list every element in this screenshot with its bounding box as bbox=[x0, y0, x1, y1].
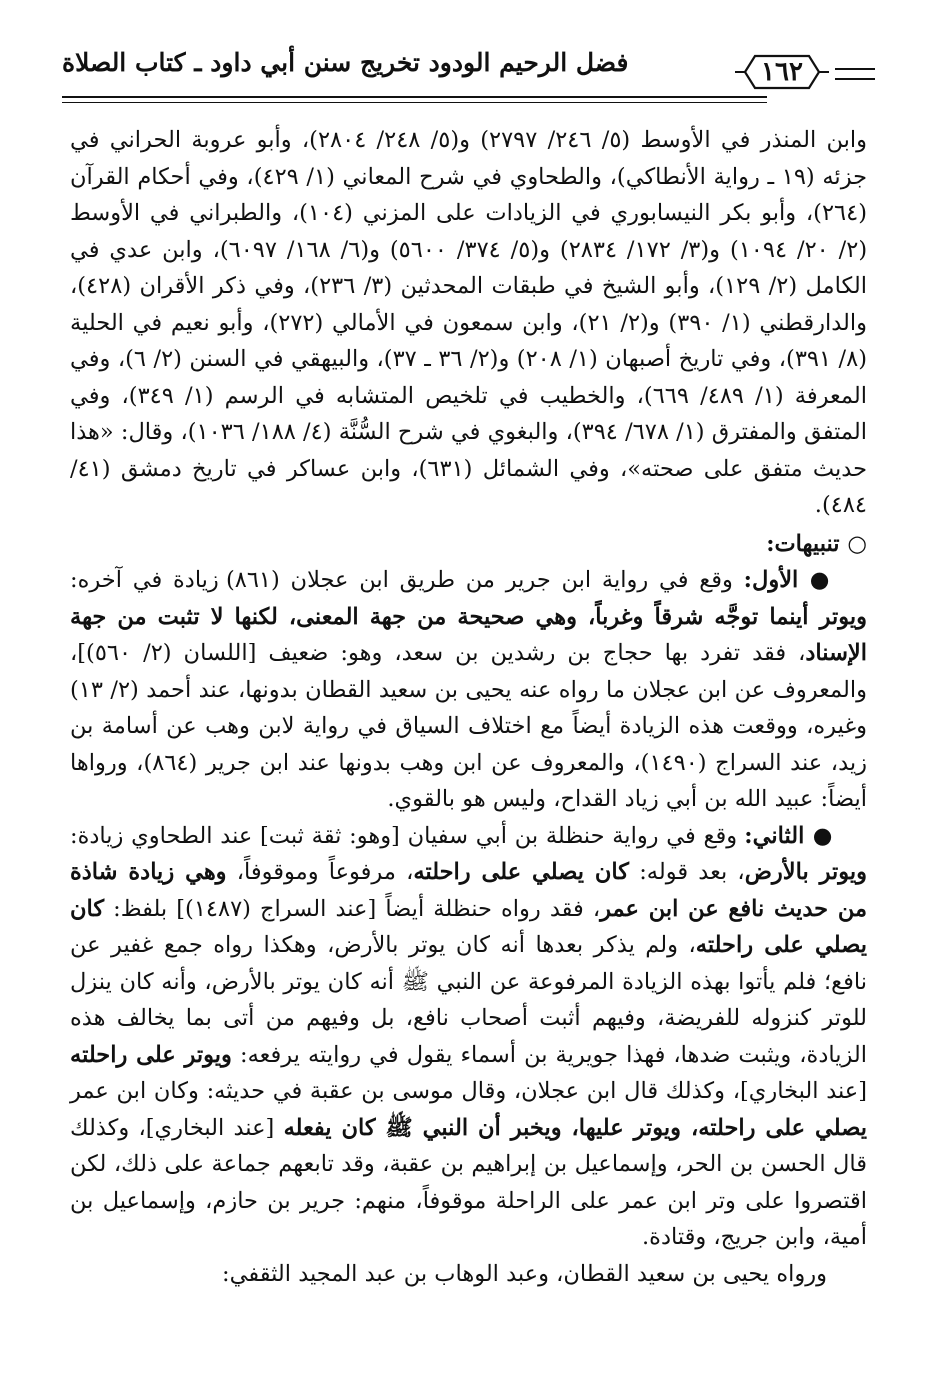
page-body bbox=[70, 122, 867, 1292]
page-number-badge bbox=[733, 52, 831, 92]
note-second-text-g: [عند البخاري]، وكذلك قال الحسن بن الحر، وإسماعيل بن إبراهيم بن عقبة، وقد تابعهم جماعة على ذلك، لكن اقتصروا على وتر ابن عمر على الراحلة موقوفاً، منهم: جرير بن حازم، وإسماعيل بن أمية، وابن جريج، وقتادة. bbox=[70, 1114, 867, 1250]
note-second-bold-3: وهي زيادة شاذة من حديث نافع عن ابن عمر bbox=[70, 859, 868, 922]
paragraph-last: ورواه يحيى بن سعيد القطان، وعبد الوهاب بن عبد المجيد الثقفي: bbox=[222, 1260, 827, 1287]
notes-heading-text: ○ تنبيهات: bbox=[766, 530, 867, 557]
running-title: فضل الرحيم الودود تخريج سنن أبي داود ـ كتاب الصلاة bbox=[62, 48, 629, 77]
note-second-bold-2: كان يصلي على راحلته bbox=[413, 859, 630, 885]
note-second bbox=[70, 818, 867, 1256]
note-second-text-f: [عند البخاري]، وكذلك قال ابن عجلان، وقال موسى بن عقبة في حديثه: وكان ابن عمر bbox=[70, 1078, 867, 1104]
paragraph-references: وابن المنذر في الأوسط (٥/ ٢٤٦/ ٢٧٩٧) و(٥/ ٢٤٨/ ٢٨٠٤)، وأبو عروبة الحراني في جزئه (١٩ ـ رواية الأنطاكي)، والطحاوي في شرح المعاني (١/ ٤٢٩)، وفي أحكام القرآن (٢٦٤)، وأبو بكر النيسابوري في الزيادات على المزني (١٠٤)، والطبراني في الأوسط (٢/ ٢٠/ ١٠٩٤) و(٣/ ١٧٢/ ٢٨٣٤) و(٥/ ٣٧٤/ ٥٦٠٠) و(٦/ ١٦٨/ ٦٠٩٧)، وابن عدي في الكامل (٢/ ١٢٩)، وأبو الشيخ في طبقات المحدثين (٣/ ٢٣٦)، وفي ذكر الأقران (٤٢٨)، والدارقطني (١/ ٣٩٠) و(٢/ ٢١)، وابن سمعون في الأمالي (٢٧٢)، وأبو نعيم في الحلية (٨/ ٣٩١)، وفي تاريخ أصبهان (١/ ٢٠٨) و(٢/ ٣٦ ـ ٣٧)، والبيهقي في السنن (٢/ ٦)، وفي المعرفة (١/ ٤٨٩/ ٦٦٩)، والخطيب في تلخيص المتشابه في الرسم (١/ ٣٤٩)، وفي المتفق والمفترق (١/ ٦٧٨/ ٣٩٤)، والبغوي في شرح السُّنَّة (٤/ ١٨٨/ ١٠٣٦)، وقال: «هذا حديث متفق على صحته»، وفي الشمائل (٦٣١)، وابن عساكر في تاريخ دمشق (٤١/ ٤٨٤). bbox=[70, 127, 868, 518]
note-second-bold-5: ويوتر على راحلته bbox=[70, 1041, 232, 1068]
note-second-text-d: ، فقد رواه حنظلة أيضاً [عند السراج (١٤٨٧)] بلفظ: bbox=[104, 895, 601, 922]
note-second-label: ● الثاني: bbox=[744, 822, 833, 849]
note-second-text-c: ، مرفوعاً وموقوفاً، bbox=[226, 859, 414, 885]
note-second-text-a: وقع في رواية حنظلة بن أبي سفيان [وهو: ثقة ثبت] عند الطحاوي زيادة: bbox=[70, 822, 745, 849]
note-second-bold-4: كان يصلي على راحلته bbox=[70, 895, 867, 958]
page-header bbox=[62, 40, 875, 100]
note-first-label: ● الأول: bbox=[743, 567, 833, 593]
note-first-bold: ويوتر أينما توجَّه شرقاً وغرباً، وهي صحيحة من جهة المعنى، لكنها لا تثبت من جهة الإسناد bbox=[70, 603, 868, 666]
note-second-text-e: ، ولم يذكر بعدها أنه كان يوتر بالأرض، وهكذا رواه جمع غفير عن نافع؛ فلم يأتوا بهذه الزيادة المرفوعة عن النبي ﷺ أنه كان يوتر بالأرض، وأنه كان ينزل للوتر كنزوله للفريضة، وفيهم أثبت أصحاب نافع، بل وفيهم من أتى بما يخالف هذه الزيادة، ويثبت ضدها، فهذا جويرية بن أسماء يقول في روايته يرفعه: bbox=[70, 932, 867, 1068]
note-second-text-b: ، بعد قوله: bbox=[629, 859, 745, 885]
header-rule-thin bbox=[62, 102, 767, 103]
note-first bbox=[70, 562, 867, 818]
page-number: ١٦٢ bbox=[761, 57, 803, 87]
note-first-text-a: وقع في رواية ابن جرير من طريق ابن عجلان (٨٦١) زيادة في آخره: bbox=[70, 567, 744, 593]
header-ornament bbox=[835, 68, 875, 80]
note-second-bold-6: يصلي على راحلته، ويوتر عليها، ويخبر أن النبي ﷺ كان يفعله bbox=[283, 1114, 867, 1141]
note-second-bold-1: ويوتر بالأرض bbox=[744, 859, 868, 885]
notes-heading bbox=[70, 526, 867, 563]
note-first-text-b: ، فقد تفرد بها حجاج بن رشدين بن سعد، وهو: ضعيف [اللسان (٢/ ٥٦٠)]، والمعروف عن ابن عجلان ما رواه عنه يحيى بن سعيد القطان بدونها، عند أحمد (٢/ ١٣) وغيره، ووقعت هذه الزيادة أيضاً مع اختلاف السياق في رواية لابن وهب عن أسامة بن زيد، عند السراج (١٤٩٠)، والمعروف عن ابن وهب بدونها عند ابن جرير (٨٦٤)، ورواها أيضاً: عبيد الله بن أبي زياد القداح، وليس هو بالقوي. bbox=[70, 640, 868, 812]
header-rule bbox=[62, 96, 767, 98]
